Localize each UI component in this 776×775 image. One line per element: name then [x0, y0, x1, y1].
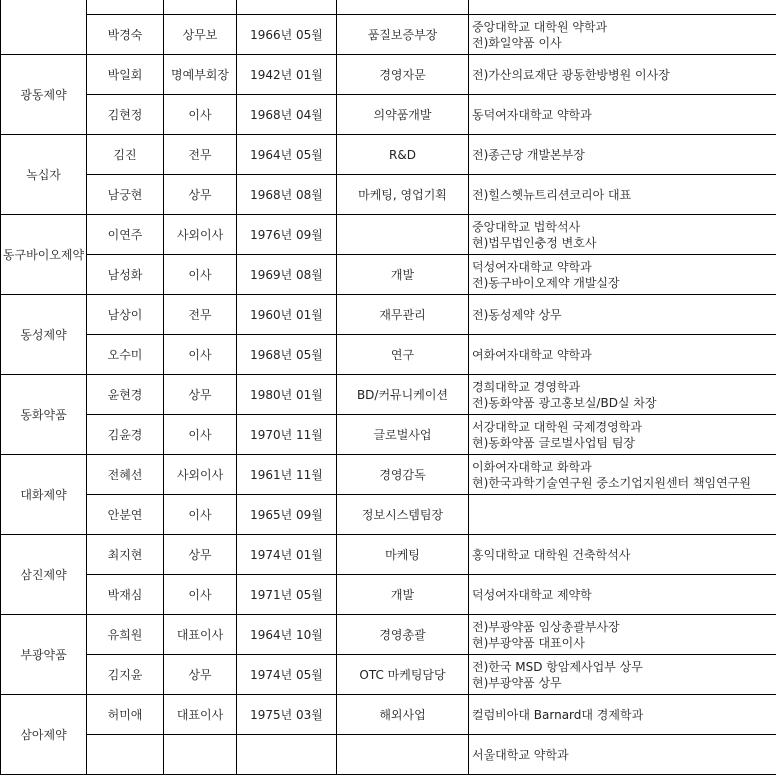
career-line: 컬럼비아대 Barnard대 경제학과	[472, 707, 776, 723]
career-line: 동덕여자대학교 약학과	[472, 107, 776, 123]
career-cell	[469, 255, 776, 295]
position-cell: 상무	[164, 375, 237, 415]
company-name-cell: 삼진제약	[1, 535, 87, 615]
birth-date-cell: 1964년 05월	[237, 135, 337, 175]
company-name-cell: 부광약품	[1, 615, 87, 695]
table-row	[1, 255, 776, 295]
career-cell	[469, 335, 776, 375]
career-line: 전)동구바이오제약 개발실장	[472, 275, 776, 291]
company-name-cell	[1, 0, 87, 55]
position-cell: 이사	[164, 495, 237, 535]
birth-date-cell: 1975년 03월	[237, 695, 337, 735]
role-cell: 개발	[337, 255, 469, 295]
position-cell: 전무	[164, 295, 237, 335]
position-cell: 이사	[164, 575, 237, 615]
career-cell	[469, 55, 776, 95]
table-row	[1, 695, 776, 735]
position-cell: 이사	[164, 255, 237, 295]
table-row	[1, 495, 776, 535]
career-line: 현)부광약품 상무	[472, 675, 776, 691]
person-name-cell: 유희원	[87, 615, 164, 655]
role-cell: R&D	[337, 135, 469, 175]
career-cell	[469, 535, 776, 575]
career-cell	[469, 575, 776, 615]
role-cell: 연구	[337, 335, 469, 375]
birth-date-cell: 1968년 08월	[237, 175, 337, 215]
company-name-cell: 삼아제약	[1, 695, 87, 775]
career-cell	[469, 415, 776, 455]
table-row	[1, 55, 776, 95]
position-cell: 이사	[164, 415, 237, 455]
table-row	[1, 0, 776, 15]
company-name-cell: 녹십자	[1, 135, 87, 215]
table-row	[1, 615, 776, 655]
role-cell	[337, 215, 469, 255]
career-line: 경희대학교 경영학과	[472, 379, 776, 395]
birth-date-cell: 1971년 05월	[237, 575, 337, 615]
birth-date-cell: 1968년 04월	[237, 95, 337, 135]
birth-date-cell: 1965년 09월	[237, 495, 337, 535]
career-line: 이화여자대학교 화학과	[472, 459, 776, 475]
position-cell	[164, 735, 237, 775]
person-name-cell: 전혜선	[87, 455, 164, 495]
person-name-cell: 박일회	[87, 55, 164, 95]
birth-date-cell: 1942년 01월	[237, 55, 337, 95]
position-cell: 상무	[164, 535, 237, 575]
career-line: 현)한국과학기술연구원 중소기업지원센터 책임연구원	[472, 475, 776, 491]
position-cell: 대표이사	[164, 615, 237, 655]
career-line: 덕성여자대학교 약학과	[472, 259, 776, 275]
person-name-cell: 남궁현	[87, 175, 164, 215]
career-cell	[469, 615, 776, 655]
position-cell: 상무보	[164, 15, 237, 55]
career-cell	[469, 735, 776, 775]
company-name-cell: 광동제약	[1, 55, 87, 135]
person-name-cell: 남성화	[87, 255, 164, 295]
career-line: 중앙대학교 법학석사	[472, 219, 776, 235]
role-cell	[337, 0, 469, 15]
birth-date-cell	[237, 0, 337, 15]
table-body	[1, 0, 776, 775]
person-name-cell: 이연주	[87, 215, 164, 255]
career-line: 덕성여자대학교 제약학	[472, 587, 776, 603]
role-cell	[337, 735, 469, 775]
career-line: 전)화일약품 이사	[472, 35, 776, 51]
table-row	[1, 375, 776, 415]
career-line: 여화여자대학교 약학과	[472, 347, 776, 363]
role-cell: 마케팅, 영업기획	[337, 175, 469, 215]
role-cell: 개발	[337, 575, 469, 615]
position-cell: 사외이사	[164, 455, 237, 495]
position-cell: 이사	[164, 335, 237, 375]
birth-date-cell: 1974년 05월	[237, 655, 337, 695]
birth-date-cell: 1970년 11월	[237, 415, 337, 455]
role-cell: 품질보증부장	[337, 15, 469, 55]
table-row	[1, 335, 776, 375]
role-cell: 경영감독	[337, 455, 469, 495]
birth-date-cell: 1966년 05월	[237, 15, 337, 55]
career-line: 전)가산의료재단 광동한방병원 이사장	[472, 67, 776, 83]
role-cell: 마케팅	[337, 535, 469, 575]
career-cell	[469, 95, 776, 135]
birth-date-cell: 1960년 01월	[237, 295, 337, 335]
birth-date-cell: 1968년 05월	[237, 335, 337, 375]
career-line: 전)동화약품 광고홍보실/BD실 차장	[472, 395, 776, 411]
role-cell: 경영총괄	[337, 615, 469, 655]
role-cell: 의약품개발	[337, 95, 469, 135]
career-cell	[469, 135, 776, 175]
birth-date-cell: 1976년 09월	[237, 215, 337, 255]
career-cell	[469, 175, 776, 215]
career-cell	[469, 375, 776, 415]
career-cell	[469, 655, 776, 695]
company-name-cell: 동구바이오제약	[1, 215, 87, 295]
birth-date-cell: 1974년 01월	[237, 535, 337, 575]
birth-date-cell: 1969년 08월	[237, 255, 337, 295]
career-cell	[469, 15, 776, 55]
role-cell: 정보시스템팀장	[337, 495, 469, 535]
career-cell	[469, 295, 776, 335]
person-name-cell	[87, 735, 164, 775]
person-name-cell: 김현정	[87, 95, 164, 135]
table-row	[1, 735, 776, 775]
person-name-cell: 김윤경	[87, 415, 164, 455]
person-name-cell	[87, 0, 164, 15]
role-cell: 글로벌사업	[337, 415, 469, 455]
career-line: 전)종근당 개발본부장	[472, 147, 776, 163]
table-row	[1, 535, 776, 575]
person-name-cell: 박경숙	[87, 15, 164, 55]
person-name-cell: 허미애	[87, 695, 164, 735]
table-row	[1, 15, 776, 55]
table-row	[1, 455, 776, 495]
position-cell: 상무	[164, 655, 237, 695]
position-cell: 명예부회장	[164, 55, 237, 95]
person-name-cell: 안분연	[87, 495, 164, 535]
table-row	[1, 575, 776, 615]
birth-date-cell	[237, 735, 337, 775]
role-cell: 경영자문	[337, 55, 469, 95]
company-name-cell: 동화약품	[1, 375, 87, 455]
person-name-cell: 남상이	[87, 295, 164, 335]
company-name-cell: 동성제약	[1, 295, 87, 375]
career-line: 현)부광약품 대표이사	[472, 635, 776, 651]
role-cell: 해외사업	[337, 695, 469, 735]
birth-date-cell: 1961년 11월	[237, 455, 337, 495]
career-cell	[469, 0, 776, 15]
career-cell	[469, 455, 776, 495]
person-name-cell: 김진	[87, 135, 164, 175]
career-line: 현)법무법인충정 변호사	[472, 235, 776, 251]
birth-date-cell: 1964년 10월	[237, 615, 337, 655]
career-line: 전)부광약품 임상총괄부사장	[472, 619, 776, 635]
position-cell: 상무	[164, 175, 237, 215]
career-line: 현)동화약품 글로벌사업팀 팀장	[472, 435, 776, 451]
career-line: 전)동성제약 상무	[472, 307, 776, 323]
role-cell: OTC 마케팅담당	[337, 655, 469, 695]
birth-date-cell: 1980년 01월	[237, 375, 337, 415]
person-name-cell: 김지윤	[87, 655, 164, 695]
career-line: 전)힐스헷뉴트리션코리아 대표	[472, 187, 776, 203]
table-row	[1, 95, 776, 135]
position-cell: 전무	[164, 135, 237, 175]
role-cell: 재무관리	[337, 295, 469, 335]
person-name-cell: 윤현경	[87, 375, 164, 415]
career-line: 서강대학교 대학원 국제경영학과	[472, 419, 776, 435]
career-line: 서울대학교 약학과	[472, 747, 776, 763]
career-line: 홍익대학교 대학원 건축학석사	[472, 547, 776, 563]
position-cell	[164, 0, 237, 15]
person-name-cell: 박재심	[87, 575, 164, 615]
table-row	[1, 655, 776, 695]
career-cell	[469, 215, 776, 255]
position-cell: 사외이사	[164, 215, 237, 255]
table-row	[1, 135, 776, 175]
table-row	[1, 215, 776, 255]
table-row	[1, 295, 776, 335]
table-row	[1, 175, 776, 215]
company-name-cell: 대화제약	[1, 455, 87, 535]
career-line: 중앙대학교 대학원 약학과	[472, 19, 776, 35]
position-cell: 대표이사	[164, 695, 237, 735]
career-cell	[469, 695, 776, 735]
person-name-cell: 오수미	[87, 335, 164, 375]
person-name-cell: 최지현	[87, 535, 164, 575]
career-cell	[469, 495, 776, 535]
position-cell: 이사	[164, 95, 237, 135]
career-line: 전)한국 MSD 항암제사업부 상무	[472, 659, 776, 675]
table-row	[1, 415, 776, 455]
role-cell: BD/커뮤니케이션	[337, 375, 469, 415]
